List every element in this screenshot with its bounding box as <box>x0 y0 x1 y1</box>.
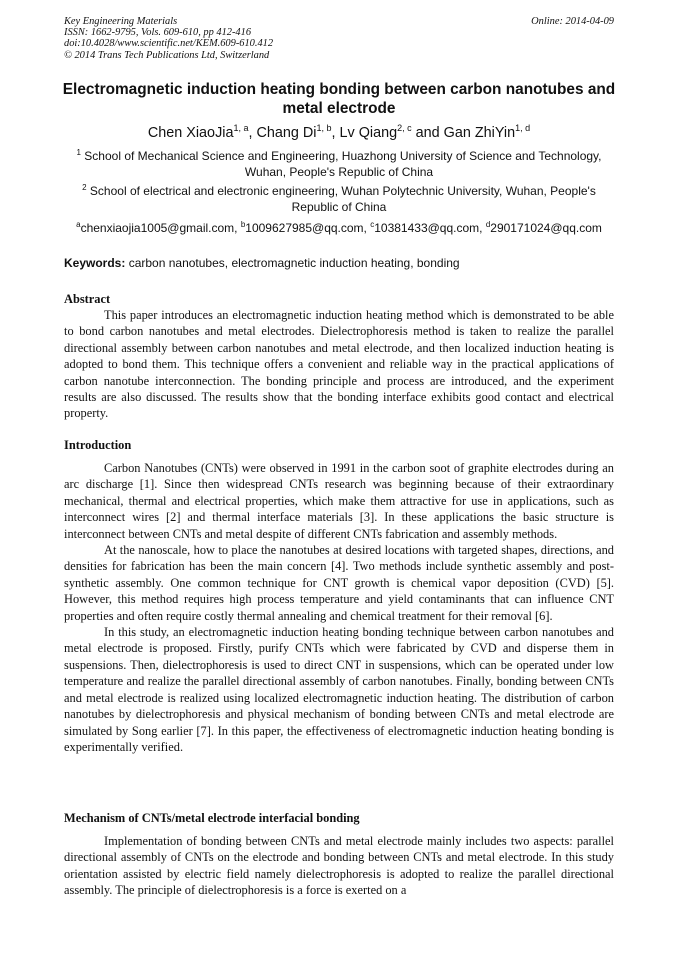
author-list <box>60 124 618 142</box>
introduction-body <box>64 460 614 755</box>
mechanism-body <box>64 833 614 899</box>
introduction-heading: Introduction <box>64 438 132 452</box>
author: Chen XiaoJia$^{1, a}$, <box>147 123 257 141</box>
email-link[interactable]: chenxiaojia1005@gmail.com, <box>80 221 241 235</box>
email-link[interactable]: 1009627985@qq.com, <box>245 221 371 235</box>
abstract-body <box>64 307 614 422</box>
online-date: Online: 2014-04-09 <box>531 16 614 27</box>
author: Lv Qiang$^{2, c}$ and <box>339 123 444 141</box>
mechanism-heading: Mechanism of CNTs/metal electrode interfacial bonding <box>64 811 360 825</box>
email-link[interactable]: 10381433@qq.com, <box>374 221 486 235</box>
paper-title: Electromagnetic induction heating bonding between carbon nanotubes and metal electrode <box>62 81 616 117</box>
paragraph: Carbon Nanotubes (CNTs) were observed in 1991 in the carbon soot of graphite electrodes during an arc discharge [1]. Since then widespread CNTs research was beginning because of their extraordinary mechanical, thermal and electrical properties, which make them attractive for use in applications, such as interconnect wires [2] and thermal interface materials [3]. In these applications the basic structure is interconnect between CNTs and metal despite of different CNTs fabrication and assembly methods. <box>64 461 614 541</box>
journal-header <box>64 16 614 61</box>
paragraph: Implementation of bonding between CNTs and metal electrode mainly includes two aspects: parallel directional assembly of CNTs on the electrode and bonding between CNTs and metal electrode. In this study orientation assisted by electric field namely dielectrophoresis is adopted to realize the parallel directional assembly. The principle of dielectrophoresis is a force is exerted on a <box>64 834 614 898</box>
email-link[interactable]: 290171024@qq.com <box>490 221 602 235</box>
email-list: $^a$chenxiaojia1005@gmail.com, $^b$1009627985@qq.com, $^c$10381433@qq.com, $^d$290171024@qq.com <box>76 220 602 235</box>
abstract-heading: Abstract <box>64 292 111 306</box>
author: Chang Di$^{1, b}$, <box>256 123 340 141</box>
author: Gan ZhiYin$^{1, d}$ <box>443 123 531 141</box>
journal-name: Key Engineering Materials <box>64 16 178 27</box>
doi-line[interactable]: doi:10.4028/www.scientific.net/KEM.609-610.412 <box>64 38 274 50</box>
affiliation-2: $^2$ School of electrical and electronic engineering, Wuhan Polytechnic University, Wuhan, People's Republic of China <box>82 183 596 214</box>
paragraph: In this study, an electromagnetic induction heating bonding technique between carbon nanotubes and metal electrode is proposed. Firstly, purify CNTs which were fabricated by CVD and disperse them in suspensions. Then, dielectrophoresis is used to direct CNT in suspensions, which can be operated under low temperature and realize the parallel directional assembly of carbon nanotubes. Finally, bonding between CNTs and metal electrode is realized using localized electromagnetic induction heating. The distribution of carbon nanotubes by dielectrophoresis and physical mechanism of bonding between CNTs and metal electrode are simulated by Song earlier [7]. In this paper, the effectiveness of electromagnetic induction heating bonding is experimentally verified. <box>64 625 614 754</box>
issn-line: ISSN: 1662-9795, Vols. 609-610, pp 412-416 <box>64 27 252 39</box>
keywords-label: Keywords: <box>64 256 126 270</box>
keywords-text: carbon nanotubes, electromagnetic induction heating, bonding <box>125 256 460 270</box>
abstract-paragraph: This paper introduces an electromagnetic induction heating method which is demonstrated to be able to bond carbon nanotubes and metal electrodes. Dielectrophoresis method is taken to realize the parallel directional assembly between carbon nanotubes and metal electrode, and then localized induction heating is adopted to bond them. This technique offers a convenient and reliable way in the practical applications of carbon nanotube interconnection. The bonding principle and process are introduced, and the experiment results are also discussed. The results show that the bonding interface exhibits good contact and electrical property. <box>64 308 614 421</box>
copyright-line: © 2014 Trans Tech Publications Ltd, Switzerland <box>64 49 270 61</box>
keywords <box>64 255 614 271</box>
paragraph: At the nanoscale, how to place the nanotubes at desired locations with targeted shapes, directions, and densities for fabrication has been the main concern [4]. Two methods include synthetic assembly and post-synthetic assembly. One common technique for CNT growth is chemical vapor deposition (CVD) [5]. However, this method requires high process temperature and yield contaminants that can influence CNT properties and often require costly thermal annealing and chemical treatment for their removal [6]. <box>64 543 614 623</box>
affiliation-1: $^1$ School of Mechanical Science and Engineering, Huazhong University of Science and Technology, Wuhan, People's Republic of China <box>76 148 602 179</box>
